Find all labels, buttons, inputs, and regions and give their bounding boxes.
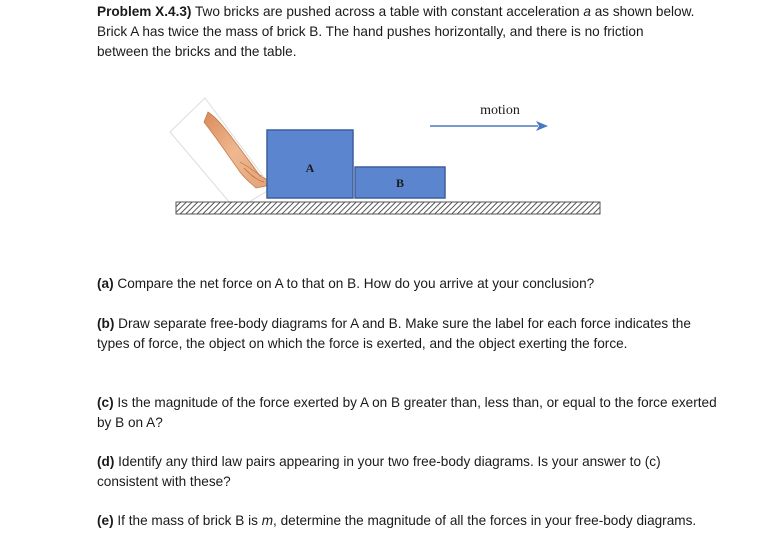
motion-label: motion (480, 103, 520, 118)
question-c (97, 393, 717, 433)
question-a-label: (a) (97, 276, 114, 291)
question-b-text: Draw separate free-body diagrams for A and B. Make sure the label for each force indicates the types of force, the object on which the force is exerted, and the object exerting the force. (97, 316, 691, 351)
question-a-text: Compare the net force on A to that on B. How do you arrive at your conclusion? (113, 276, 595, 291)
question-e-text-1: If the mass of brick B is (113, 513, 262, 528)
question-b-label: (b) (97, 316, 115, 331)
problem-text-2: as shown below. Brick A has twice the mass of brick B. The hand pushes horizontally, and there is no friction between the bricks and the table. (97, 4, 695, 59)
table-surface (176, 202, 600, 214)
question-d-label: (d) (97, 454, 115, 469)
question-b (97, 314, 717, 354)
bricks-figure (160, 92, 620, 232)
question-a (97, 274, 717, 294)
mass-variable: m (261, 513, 274, 528)
brick-b-label: B (395, 176, 405, 190)
problem-text-1: Two bricks are pushed across a table with constant acceleration (191, 4, 584, 19)
motion-arrow (430, 121, 548, 131)
brick-a-label: A (305, 161, 315, 175)
question-e-text-2: , determine the magnitude of all the forces in your free-body diagrams. (273, 513, 697, 528)
question-c-text: Is the magnitude of the force exerted by A on B greater than, less than, or equal to the force exerted by B on A? (97, 395, 717, 430)
problem-number: Problem X.4.3) (97, 4, 192, 19)
question-e (97, 511, 717, 531)
question-d (97, 452, 717, 492)
acceleration-variable: a (583, 4, 591, 19)
problem-statement (97, 2, 697, 62)
question-d-text: Identify any third law pairs appearing in your two free-body diagrams. Is your answer to (c) consistent with these? (97, 454, 661, 489)
hand-image (170, 98, 272, 210)
question-e-label: (e) (97, 513, 114, 528)
question-c-label: (c) (97, 395, 114, 410)
